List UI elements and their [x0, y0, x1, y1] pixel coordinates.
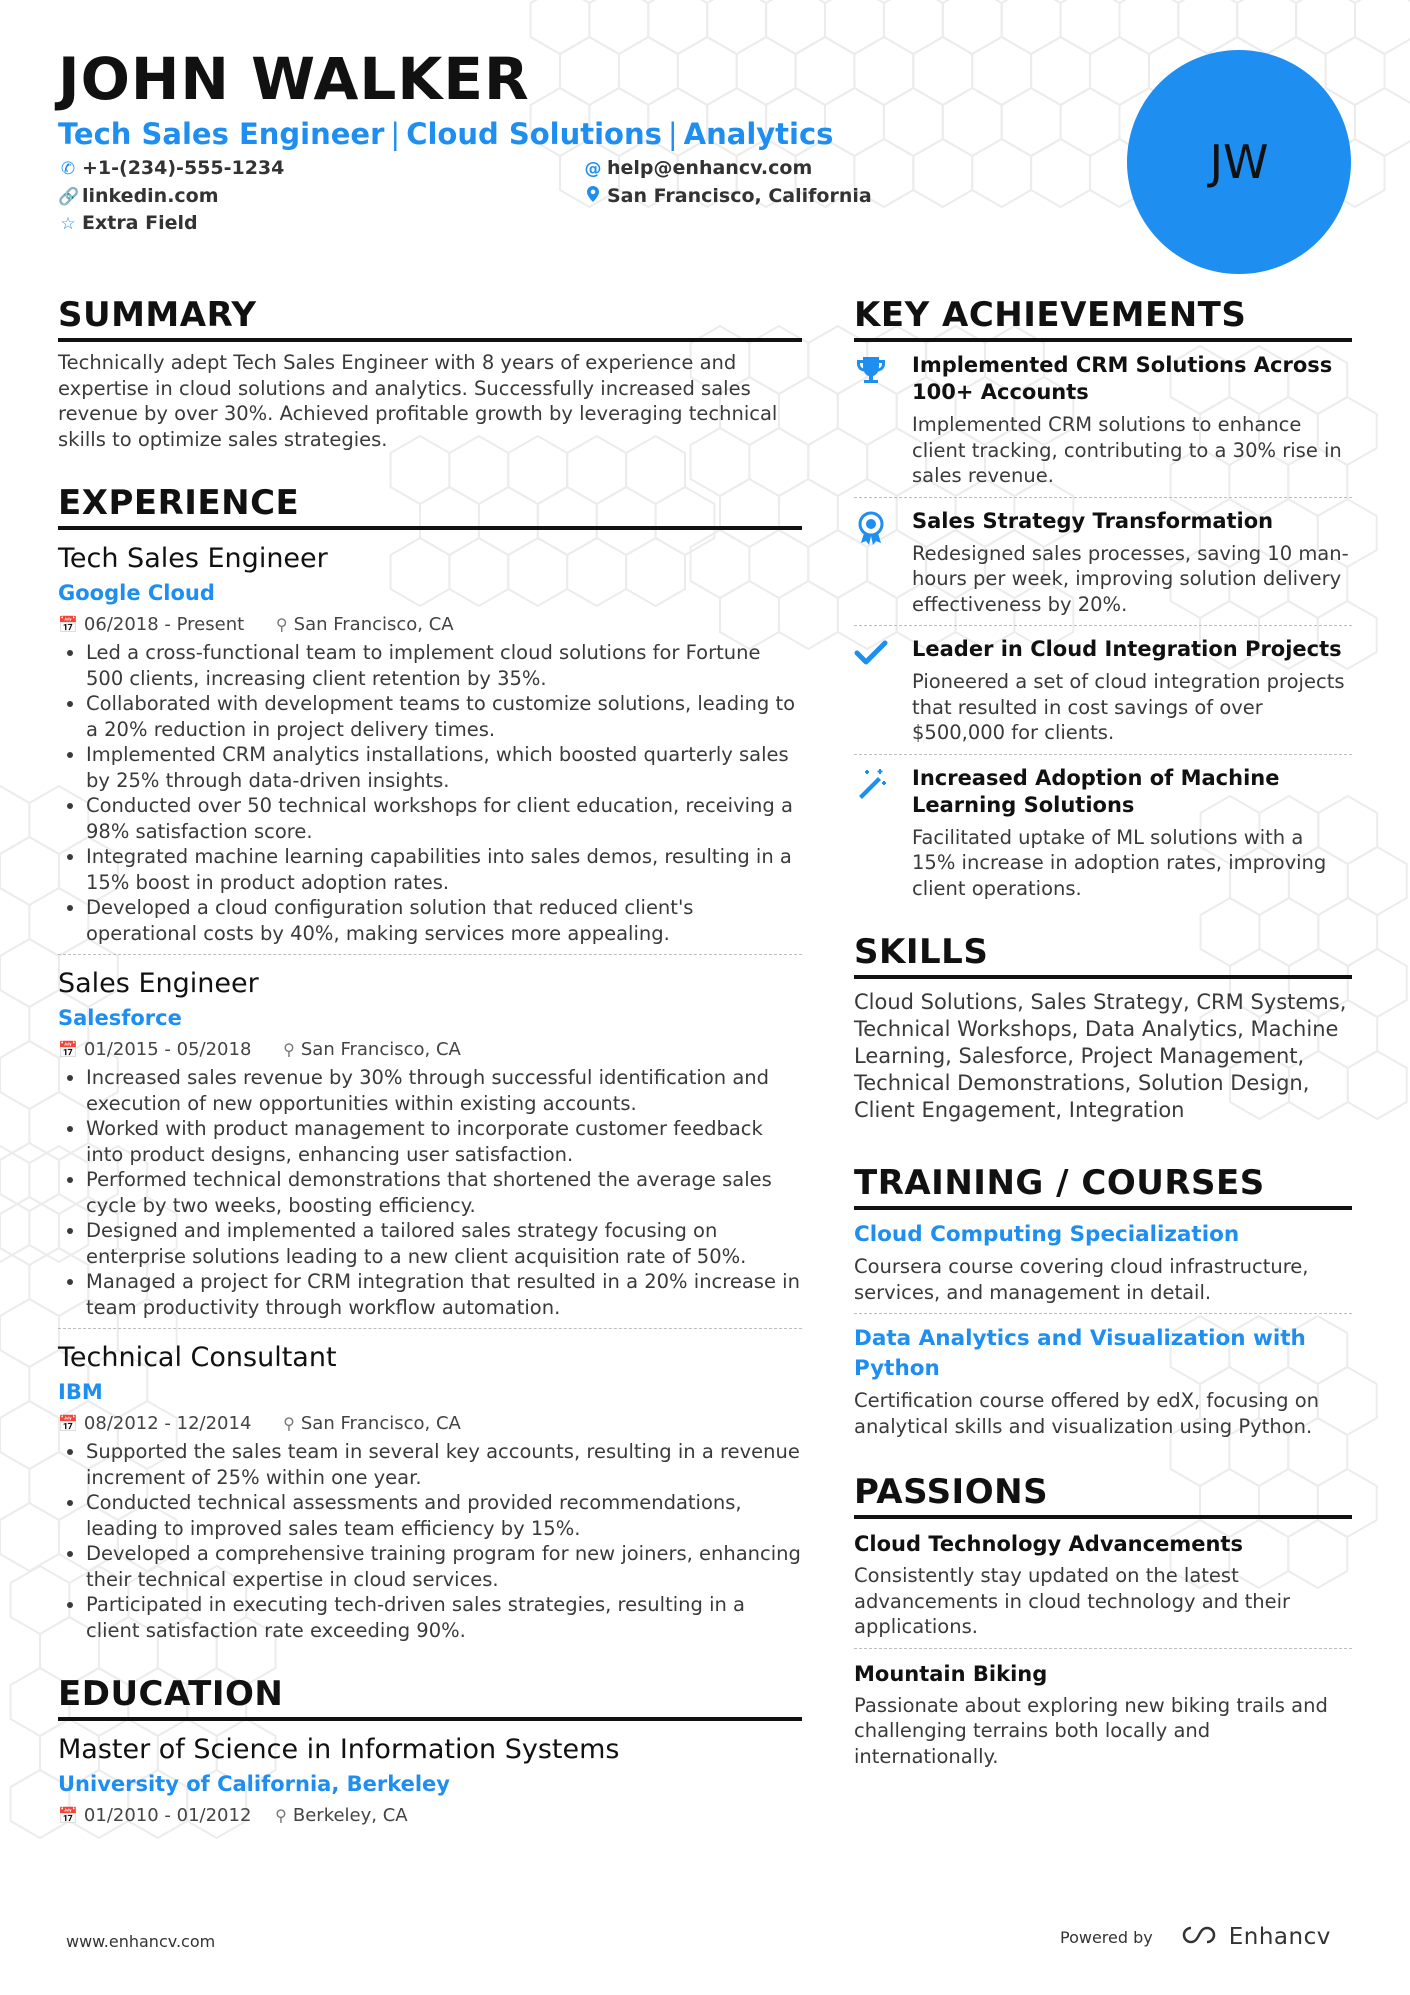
skills-text: Cloud Solutions, Sales Strategy, CRM Systems, Technical Workshops, Data Analytics, Machine Learning, Salesforce, Project Management, Technical Demonstrations, Solution Design, Client Engagement, Integration	[854, 990, 1347, 1122]
list-item: • Designed and implemented a tailored sales strategy focusing on enterprise solutions leading to a new client acquisition rate of 50%.	[86, 1218, 802, 1269]
trophy-icon	[854, 352, 912, 489]
list-item: • Managed a project for CRM integration that resulted in a 20% increase in team productivity through workflow automation.	[86, 1269, 802, 1320]
at-sign-icon: @	[584, 159, 602, 179]
section-title-summary: SUMMARY	[58, 294, 802, 342]
list-item: • Led a cross-functional team to implement cloud solutions for Fortune 500 clients, increasing client retention by 35%.	[86, 640, 802, 691]
left-column	[58, 294, 802, 1829]
entry-divider	[58, 954, 802, 955]
section-title-passions: PASSIONS	[854, 1471, 1352, 1519]
location-text: San Francisco, California	[607, 185, 872, 207]
brand-name: Enhancv	[1228, 1924, 1331, 1950]
training-courses-section	[854, 1162, 1352, 1439]
powered-by-text: Powered by	[1060, 1927, 1153, 1947]
list-item: • Worked with product management to incorporate customer feedback into product designs, enhancing user satisfaction.	[86, 1116, 802, 1167]
achievement-title: Implemented CRM Solutions Across 100+ Accounts	[912, 353, 1333, 404]
achievement-description: Facilitated uptake of ML solutions with a 15% increase in adoption rates, improving client operations.	[912, 825, 1327, 900]
headline-part-3: Analytics	[683, 117, 834, 151]
entry-divider	[854, 754, 1352, 755]
experience-entry	[58, 1341, 802, 1643]
summary-text: Technically adept Tech Sales Engineer with 8 years of experience and expertise in cloud solutions and analytics. Successfully increased sales revenue by over 30%. Achieved profitable growth by leveraging technical skills to optimize sales strategies.	[58, 351, 778, 451]
avatar	[1127, 50, 1351, 274]
job-location: San Francisco, CA	[300, 1413, 461, 1434]
map-pin-icon: ⚲	[275, 1806, 287, 1825]
achievement-title: Sales Strategy Transformation	[912, 508, 1274, 533]
calendar-icon: 📅	[58, 1806, 78, 1825]
passions-section	[854, 1471, 1352, 1769]
entry-divider	[58, 1328, 802, 1329]
headline-separator: |	[390, 117, 401, 151]
course-title: Cloud Computing Specialization	[854, 1222, 1240, 1247]
contact-email[interactable]	[583, 155, 812, 182]
job-dates: 01/2015 - 05/2018	[83, 1039, 252, 1060]
achievement-description: Redesigned sales processes, saving 10 man-hours per week, improving solution delivery effectiveness by 20%.	[912, 541, 1349, 616]
contact-extra-field	[58, 210, 198, 237]
achievement-item	[854, 765, 1352, 902]
education-meta	[58, 1803, 802, 1829]
link-icon: 🔗	[58, 187, 80, 207]
company-name: IBM	[58, 1380, 103, 1404]
award-ribbon-icon	[854, 508, 912, 618]
candidate-name: JOHN WALKER	[58, 45, 530, 113]
experience-entry	[58, 967, 802, 1329]
map-pin-icon: ⚲	[283, 1040, 295, 1059]
job-meta	[58, 1411, 802, 1437]
education-dates: 01/2010 - 01/2012	[83, 1805, 252, 1826]
job-title: Sales Engineer	[58, 968, 259, 999]
passion-description: Consistently stay updated on the latest advancements in cloud technology and their applications.	[854, 1564, 1291, 1638]
list-item: • Conducted over 50 technical workshops for client education, receiving a 98% satisfaction score.	[86, 793, 802, 844]
list-item: • Implemented CRM analytics installations, which boosted quarterly sales by 25% through data-driven insights.	[86, 742, 802, 793]
course-title: Data Analytics and Visualization with Python	[854, 1326, 1306, 1381]
job-location: San Francisco, CA	[300, 1039, 461, 1060]
company-name: Google Cloud	[58, 581, 215, 605]
list-item: • Collaborated with development teams to customize solutions, leading to a 20% reduction in project delivery times.	[86, 691, 802, 742]
list-item: • Integrated machine learning capabilities into sales demos, resulting in a 15% boost in product adoption rates.	[86, 844, 802, 895]
list-item: • Supported the sales team in several key accounts, resulting in a revenue increment of 25% within one year.	[86, 1439, 802, 1490]
list-item: • Developed a cloud configuration solution that reduced client's operational costs by 40%, making services more appealing.	[86, 895, 802, 946]
achievement-description: Pioneered a set of cloud integration projects that resulted in cost savings of over $500,000 for clients.	[912, 670, 1345, 744]
right-column	[854, 294, 1352, 1769]
contact-linkedin[interactable]	[58, 183, 219, 210]
list-item: • Participated in executing tech-driven sales strategies, resulting in a client satisfaction rate exceeding 90%.	[86, 1592, 802, 1643]
experience-section	[58, 482, 802, 1643]
job-title: Technical Consultant	[58, 1342, 337, 1373]
key-achievements-section	[854, 294, 1352, 901]
company-name: Salesforce	[58, 1006, 182, 1030]
list-item: • Performed technical demonstrations that shortened the average sales cycle by two weeks, boosting efficiency.	[86, 1167, 802, 1218]
enhancv-logo-icon	[1177, 1924, 1221, 1950]
phone-text: +1-(234)-555-1234	[82, 157, 285, 179]
star-icon: ☆	[60, 214, 76, 234]
entry-divider	[854, 497, 1352, 498]
calendar-icon: 📅	[58, 1414, 78, 1433]
section-title-key-achievements: KEY ACHIEVEMENTS	[854, 294, 1352, 342]
skills-section	[854, 931, 1352, 1124]
job-bullets	[58, 1065, 802, 1320]
headline	[58, 116, 833, 152]
achievement-item	[854, 636, 1352, 746]
job-meta	[58, 612, 802, 638]
linkedin-text: linkedin.com	[82, 185, 219, 207]
headline-part-2: Cloud Solutions	[406, 117, 662, 151]
achievement-title: Leader in Cloud Integration Projects	[912, 637, 1342, 661]
entry-divider	[854, 1313, 1352, 1314]
headline-separator: |	[667, 117, 678, 151]
phone-icon: ✆	[60, 159, 76, 179]
achievement-title: Increased Adoption of Machine Learning Solutions	[912, 765, 1280, 817]
job-meta	[58, 1037, 802, 1063]
passion-title: Mountain Biking	[854, 1661, 1048, 1686]
job-dates: 08/2012 - 12/2014	[83, 1413, 252, 1434]
section-title-experience: EXPERIENCE	[58, 482, 802, 530]
headline-part-1: Tech Sales Engineer	[58, 117, 385, 151]
summary-section	[58, 294, 802, 452]
magic-wand-icon	[854, 765, 912, 902]
map-pin-icon: ⚲	[283, 1414, 295, 1433]
section-title-training-courses: TRAINING / COURSES	[854, 1162, 1352, 1210]
job-dates: 06/2018 - Present	[83, 614, 245, 635]
contact-location	[583, 183, 872, 210]
job-bullets	[58, 1439, 802, 1643]
calendar-icon: 📅	[58, 1040, 78, 1059]
calendar-icon: 📅	[58, 615, 78, 634]
degree-title: Master of Science in Information Systems	[58, 1734, 620, 1765]
section-title-skills: SKILLS	[854, 931, 1352, 979]
entry-divider	[854, 1648, 1352, 1649]
passion-title: Cloud Technology Advancements	[854, 1532, 1243, 1556]
map-pin-icon	[583, 184, 603, 210]
list-item: • Conducted technical assessments and provided recommendations, leading to improved sales team efficiency by 15%.	[86, 1490, 802, 1541]
list-item: • Increased sales revenue by 30% through successful identification and execution of new opportunities within existing accounts.	[86, 1065, 802, 1116]
education-location: Berkeley, CA	[292, 1805, 408, 1826]
list-item: • Developed a comprehensive training program for new joiners, enhancing their technical expertise in cloud services.	[86, 1541, 802, 1592]
job-bullets	[58, 640, 802, 946]
job-location: San Francisco, CA	[293, 614, 454, 635]
experience-entry	[58, 542, 802, 955]
achievement-item	[854, 352, 1352, 489]
achievement-item	[854, 508, 1352, 618]
education-section	[58, 1673, 802, 1829]
achievement-description: Implemented CRM solutions to enhance client tracking, contributing to a 30% rise in sales revenue.	[912, 413, 1342, 487]
map-pin-icon: ⚲	[275, 615, 288, 634]
section-title-education: EDUCATION	[58, 1673, 802, 1721]
extra-field-text: Extra Field	[82, 212, 198, 234]
footer-branding[interactable]	[1060, 1924, 1331, 1950]
entry-divider	[854, 625, 1352, 626]
checkmark-icon	[854, 636, 912, 746]
passion-description: Passionate about exploring new biking trails and challenging terrains both locally and internationally.	[854, 1693, 1328, 1768]
contact-phone[interactable]	[58, 155, 284, 182]
email-text: help@enhancv.com	[607, 157, 813, 179]
avatar-initials: JW	[1209, 135, 1269, 189]
course-description: Coursera course covering cloud infrastructure, services, and management in detail.	[854, 1255, 1309, 1304]
school-name: University of California, Berkeley	[58, 1772, 450, 1796]
footer-website[interactable]: www.enhancv.com	[66, 1932, 216, 1951]
course-description: Certification course offered by edX, focusing on analytical skills and visualization using Python.	[854, 1389, 1320, 1438]
job-title: Tech Sales Engineer	[58, 543, 328, 574]
